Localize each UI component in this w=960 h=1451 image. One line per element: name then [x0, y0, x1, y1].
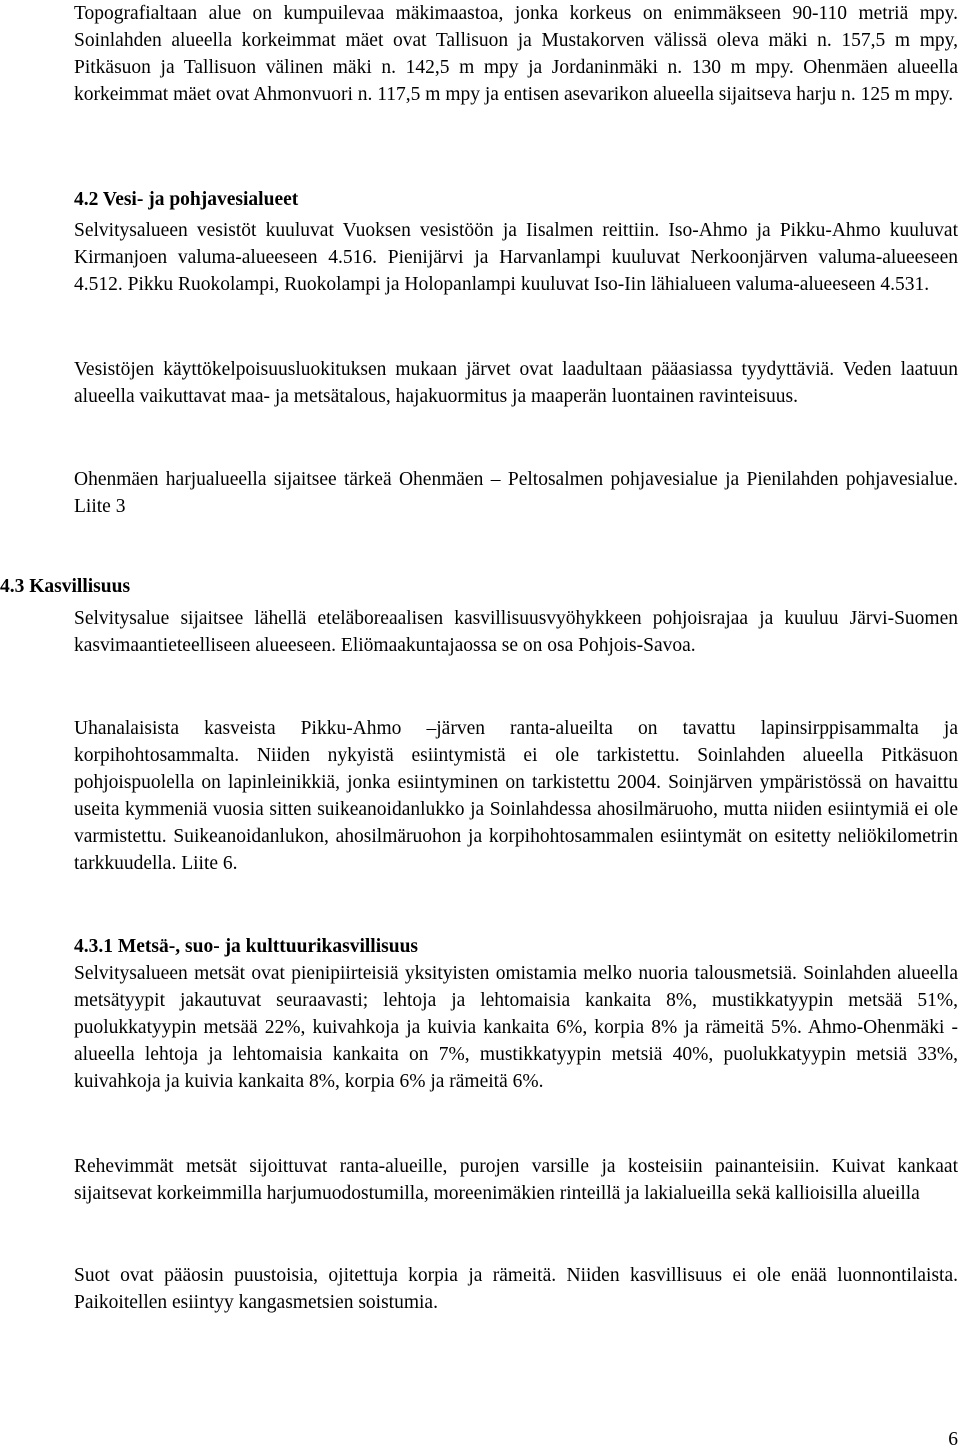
section-4-2-paragraph-3: Ohenmäen harjualueella sijaitsee tärkeä Ohenmäen – Peltosalmen pohjavesialue ja Pienilahden pohjavesialue. Liite 3 [74, 469, 958, 517]
section-4-3-paragraph-1: Selvitysalue sijaitsee lähellä eteläboreaalisen kasvillisuusvyöhykkeen pohjoisrajaa ja kuuluu Järvi-Suomen kasvimaantieteelliseen alueeseen. Eliömaakuntajaossa se on osa Pohjois-Savoa. [74, 608, 958, 656]
section-4-2-paragraph-1: Selvitysalueen vesistöt kuuluvat Vuoksen vesistöön ja Iisalmen reittiin. Iso-Ahmo ja Pikku-Ahmo kuuluvat Kirmanjoen valuma-alueeseen 4.516. Pienijärvi ja Harvanlampi kuuluvat Nerkoonjärven valuma-alueeseen 4.512. Pikku Ruokolampi, Ruokolampi ja Holopanlampi kuuluvat Iso-Iin lähialueen valuma-alueeseen 4.531. [74, 220, 958, 295]
section-4-3-heading: 4.3 Kasvillisuus [0, 576, 131, 597]
section-4-3-1-heading: 4.3.1 Metsä-, suo- ja kulttuurikasvillisuus [74, 936, 419, 957]
section-4-3-paragraph-2: Uhanalaisista kasveista Pikku-Ahmo –järven ranta-alueilta on tavattu lapinsirppisammalta ja korpihohtosammalta. Niiden nykyistä esiintymistä ei ole tarkistettu. Soinlahden alueella Pitkäsuon pohjoispuolella on lapinleinikkiä, jonka esiintyminen on tarkistettu 2004. Soinjärven ympäristössä on havaittu useita kymmeniä vuosia sitten suikeanoidanlukko ja Soinlahdessa ahosilmäruoho, mutta niiden esiintymiä ei ole varmistettu. Suikeanoidanlukon, ahosilmäruohon ja korpihohtosammalen esiintymät on esitetty neliökilometrin tarkkuudella. Liite 6. [74, 718, 958, 874]
section-4-3-1-paragraph-1: Selvitysalueen metsät ovat pienipiirteisiä yksityisten omistamia melko nuoria talousmetsiä. Soinlahden alueella metsätyypit jakautuvat seuraavasti; lehtoja ja lehtomaisia kankaita 8%, mustikkatyypin metsää 51%, puolukkatyypin metsää 22%, kuivahkoja ja kuivia kankaita 6%, korpia 8% ja rämeitä 5%. Ahmo-Ohenmäki -alueella lehtoja ja lehtomaisia kankaita on 7%, mustikkatyypin metsiä 40%, puolukkatyypin metsiä 33%, kuivahkoja ja kuivia kankaita 8%, korpia 6% ja rämeitä 6%. [74, 963, 958, 1092]
page-number: 6 [948, 1429, 958, 1450]
section-4-2-heading: 4.2 Vesi- ja pohjavesialueet [74, 189, 299, 210]
section-4-3-1-paragraph-2: Rehevimmät metsät sijoittuvat ranta-alueille, purojen varsille ja kosteisiin painanteisiin. Kuivat kankaat sijaitsevat korkeimmilla harjumuodostumilla, moreenimäkien rinteillä ja lakialueilla sekä kallioisilla alueilla [74, 1156, 958, 1204]
section-4-2-paragraph-2: Vesistöjen käyttökelpoisuusluokituksen mukaan järvet ovat laadultaan pääasiassa tyydyttäviä. Veden laatuun alueella vaikuttavat maa- ja metsätalous, hajakuormitus ja maaperän luontainen ravinteisuus. [74, 359, 958, 407]
intro-paragraph: Topografialtaan alue on kumpuilevaa mäkimaastoa, jonka korkeus on enimmäkseen 90-110 metriä mpy. Soinlahden alueella korkeimmat mäet ovat Tallisuon ja Mustakorven välissä oleva mäki n. 157,5 m mpy, Pitkäsuon ja Tallisuon välinen mäki n. 142,5 m mpy ja Jordaninmäki n. 130 m mpy. Ohenmäen alueella korkeimmat mäet ovat Ahmonvuori n. 117,5 m mpy ja entisen asevarikon alueella sijaitseva harju n. 125 m mpy. [74, 3, 958, 105]
section-4-3-1-paragraph-3: Suot ovat pääosin puustoisia, ojitettuja korpia ja rämeitä. Niiden kasvillisuus ei ole enää luonnontilaista. Paikoitellen esiintyy kangasmetsien soistumia. [74, 1265, 958, 1313]
